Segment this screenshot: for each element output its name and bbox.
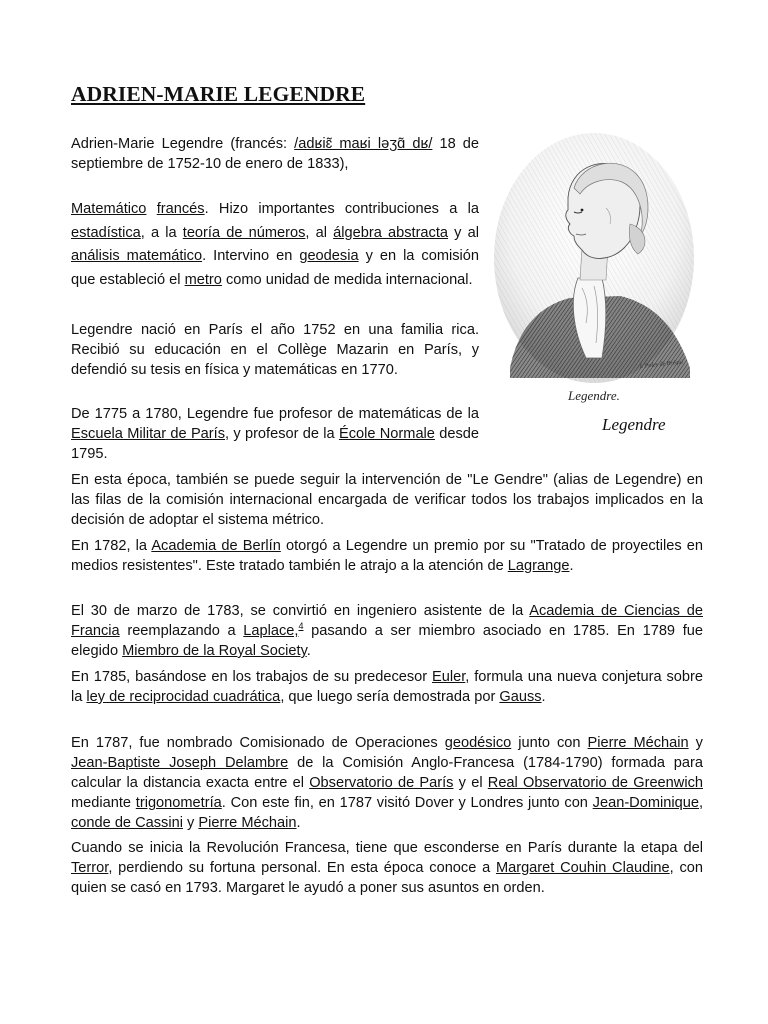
link-trigonometria[interactable]: trigonometría <box>135 795 222 811</box>
svg-text:I. Poles de Bréqui: I. Poles de Bréqui <box>639 359 684 370</box>
link-frances[interactable]: francés <box>156 201 205 217</box>
link-margaret[interactable]: Margaret Couhin Claudine <box>495 860 670 876</box>
footnote-4[interactable]: 4 <box>298 621 304 632</box>
link-algebra-abstracta[interactable]: álgebra abstracta <box>333 224 449 241</box>
link-observatorio-paris[interactable]: Observatorio de París <box>309 775 454 791</box>
ipa-link[interactable]: /adʁiɛ̃ maʁi ləʒɑ̃ dʁ/ <box>294 136 433 152</box>
link-academia-berlin[interactable]: Academia de Berlín <box>151 538 281 554</box>
portrait-signature: Legendre <box>602 415 666 434</box>
link-estadistica[interactable]: estadística <box>71 224 141 241</box>
link-academia-ciencias[interactable]: Academia de Ciencias de Francia <box>71 603 703 639</box>
paragraph-2: Legendre nació en París el año 1752 en una familia rica. Recibió su educación en el Collège Mazarin en París, y defendió su tesis en física y matemáticas en 1770. <box>71 322 479 378</box>
link-greenwich[interactable]: Real Observatorio de Greenwich <box>487 775 703 791</box>
paragraph-9: Cuando se inicia la Revolución Francesa, tiene que esconderse en París durante la etapa del Terror, perdiendo su fortuna personal. En esta época conoce a Margaret Couhin Claudine, con quien se casó en 1793. Margaret le ayudó a poner sus asuntos en orden. <box>71 840 703 896</box>
link-metro[interactable]: metro <box>184 271 222 288</box>
link-geodesico[interactable]: geodésico <box>444 735 512 751</box>
link-analisis-matematico[interactable]: análisis matemático <box>71 248 203 264</box>
intro-paragraph: Adrien-Marie Legendre (francés: /adʁiɛ̃ maʁi ləʒɑ̃ dʁ/ 18 de septiembre de 1752-10 de enero de 1833), <box>71 136 479 172</box>
paragraph-4: En esta época, también se puede seguir la intervención de "Le Gendre" (alias de Legendre) en las filas de la comisión internacional encargada de verificar todos los trabajos implicados en la decisión de adoptar el sistema métrico. <box>71 472 703 528</box>
link-pierre-mechain-2[interactable]: Pierre Méchain <box>198 815 297 831</box>
link-terror[interactable]: Terror <box>71 860 109 876</box>
link-laplace[interactable]: Laplace, <box>243 623 299 639</box>
paragraph-8: En 1787, fue nombrado Comisionado de Operaciones geodésico junto con Pierre Méchain y Jean-Baptiste Joseph Delambre de la Comisión Anglo-Francesa (1784-1790) formada para calcular la distancia exacta entre el Observatorio de París y el Real Observatorio de Greenwich mediante trigonometría. Con este fin, en 1787 visitó Dover y Londres junto con Jean-Dominique, conde de Cassini y Pierre Méchain. <box>71 735 703 831</box>
link-geodesia[interactable]: geodesia <box>299 248 359 264</box>
paragraph-7: En 1785, basándose en los trabajos de su predecesor Euler, formula una nueva conjetura sobre la ley de reciprocidad cuadrática, que luego sería demostrada por Gauss. <box>71 669 703 705</box>
link-pierre-mechain[interactable]: Pierre Méchain <box>587 735 689 751</box>
portrait-engraving <box>490 128 702 444</box>
paragraph-6: El 30 de marzo de 1783, se convirtió en ingeniero asistente de la Academia de Ciencias de Francia reemplazando a Laplace,$^4$ pasando a ser miembro asociado en 1785. En 1789 fue elegido Miembro de la Royal Society. <box>71 603 703 659</box>
link-royal-society[interactable]: Miembro de la Royal Society <box>122 643 307 659</box>
link-gauss[interactable]: Gauss <box>499 689 542 705</box>
link-ecole-normale[interactable]: École Normale <box>338 426 435 442</box>
link-escuela-militar[interactable]: Escuela Militar de París <box>71 426 226 442</box>
link-teoria-numeros[interactable]: teoría de números <box>182 224 306 241</box>
link-delambre[interactable]: Jean-Baptiste Joseph Delambre <box>71 755 289 771</box>
link-lagrange[interactable]: Lagrange <box>507 558 570 574</box>
link-matematico[interactable]: Matemático <box>71 201 147 217</box>
paragraph-5: En 1782, la Academia de Berlín otorgó a Legendre un premio por su "Tratado de proyectiles en medios resistentes". Este tratado también le atrajo a la atención de Lagrange. <box>71 538 703 574</box>
paragraph-1: Matemático francés. Hizo importantes contribuciones a la estadística, a la teoría de números, al álgebra abstracta y al análisis matemático. Intervino en geodesia y en la comisión que estableció el metro como unidad de medida internacional. <box>71 201 479 288</box>
page-title: ADRIEN-MARIE LEGENDRE <box>71 82 366 106</box>
link-reciprocidad-cuadratica[interactable]: ley de reciprocidad cuadrática <box>86 689 281 705</box>
link-euler[interactable]: Euler <box>432 669 466 685</box>
link-cassini[interactable]: Jean-Dominique, conde de Cassini <box>71 795 703 831</box>
paragraph-3: De 1775 a 1780, Legendre fue profesor de matemáticas de la Escuela Militar de París, y profesor de la École Normale desde 1795. <box>71 406 479 462</box>
portrait-image <box>490 128 702 444</box>
portrait-caption: Legendre. <box>568 388 620 403</box>
